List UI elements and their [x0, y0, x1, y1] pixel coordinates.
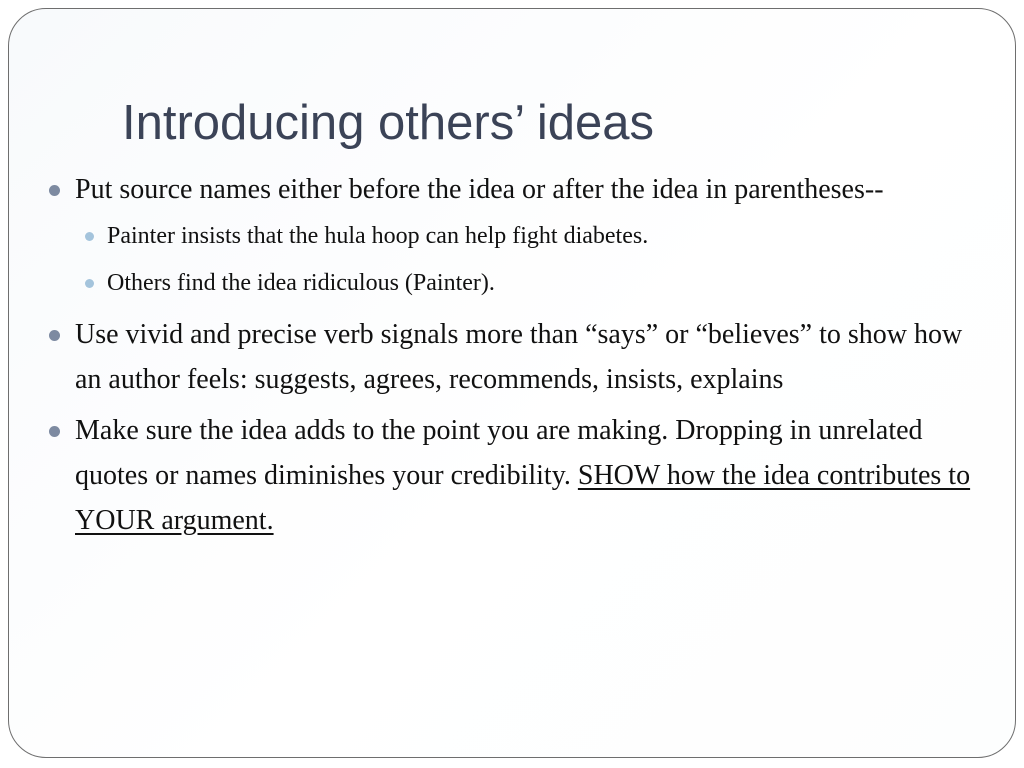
slide — [8, 8, 1016, 758]
bullet-dot-icon — [49, 426, 60, 437]
bullet-item — [49, 312, 984, 402]
sub-bullet-item — [49, 218, 984, 254]
sub-bullet-dot-icon — [85, 232, 94, 241]
sub-bullet-dot-icon — [85, 279, 94, 288]
slide-content — [49, 167, 984, 549]
bullet-text: Use vivid and precise verb signals more than “says” or “believes” to show how an author feels: suggests, agrees, recommends, insists, explains — [75, 319, 963, 395]
bullet-text: Put source names either before the idea or after the idea in parentheses-- — [75, 174, 884, 205]
slide-title: Introducing others’ ideas — [122, 96, 655, 150]
bullet-text: Make sure the idea adds to the point you are making. Dropping in unrelated quotes or names diminishes your credibility. — [75, 415, 923, 491]
bullet-item — [49, 408, 984, 543]
sub-bullet-text: Others find the idea ridiculous (Painter). — [107, 270, 495, 296]
bullet-dot-icon — [49, 330, 60, 341]
bullet-item — [49, 167, 984, 212]
sub-bullet-item — [49, 265, 984, 301]
bullet-emphasis-text: SHOW how the idea contributes to YOUR argument. — [75, 460, 971, 536]
sub-bullet-text: Painter insists that the hula hoop can help fight diabetes. — [107, 223, 649, 249]
bullet-dot-icon — [49, 185, 60, 196]
